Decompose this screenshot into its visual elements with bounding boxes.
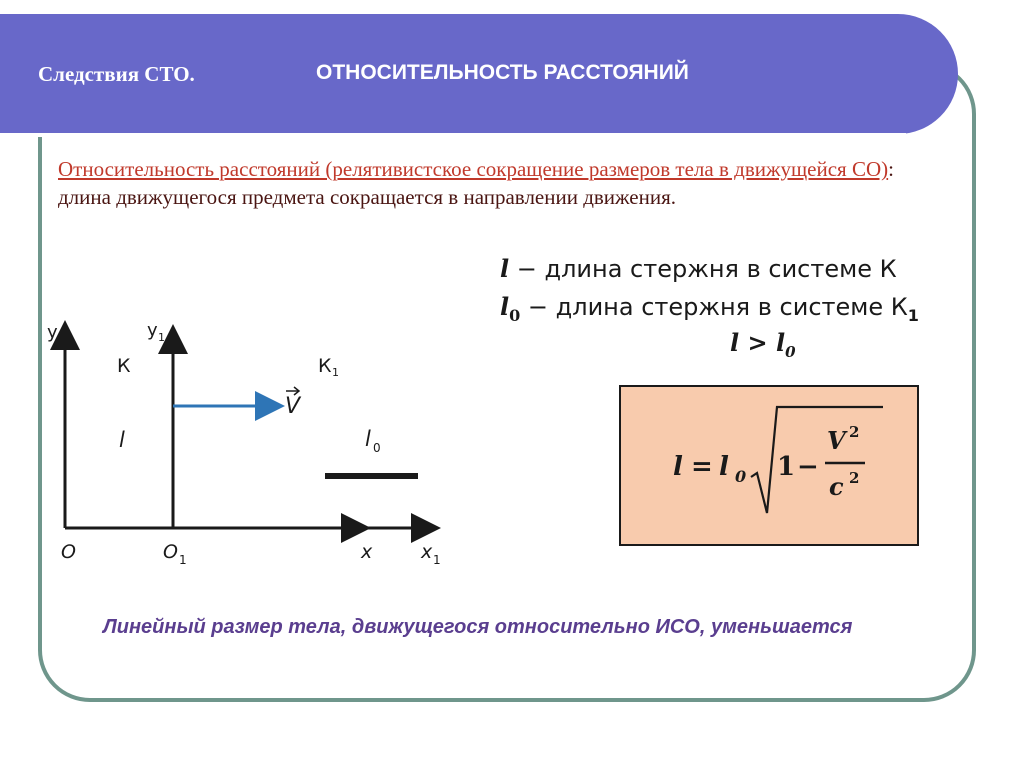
k1-sub: 1 [332,366,339,379]
formula-eq: = [691,452,713,482]
definition-body: : длина движущегося предмета сокращается в направлении движения. [58,157,894,209]
x1-label: x [421,541,433,563]
formula-svg [621,387,921,548]
legend-line-l [500,254,897,283]
formula-numerator-exp: 2 [849,423,860,441]
formula-denominator-exp: 2 [849,469,860,487]
y1-sub: 1 [158,331,165,344]
formula-l0-sub: 0 [735,467,747,486]
legend-text-l0-sub: 1 [907,305,919,325]
inequality: $l > l_0$ [730,328,796,361]
header-divider [0,133,906,137]
definition-highlight: Относительность расстояний (релятивистское сокращение размеров тела в движущейся СО) [58,157,889,181]
formula-numerator: V [827,426,846,455]
o1-sub: 1 [179,553,187,567]
definition-text [58,155,928,211]
legend-symbol-l: l [500,254,510,283]
l-label: l [119,428,125,452]
conclusion-text: Линейный размер тела, движущегося относительно ИСО, уменьшается [103,616,853,638]
o-label: O [61,541,76,563]
legend-text-l: − длина стержня в системе К [509,255,897,283]
y1-label: y [147,320,158,341]
k-label: К [117,355,131,377]
header-left-title: Следствия СТО. [38,62,195,86]
k1-label: К [318,355,332,377]
l0-label: l [365,427,371,451]
formula-lhs: l [673,452,683,482]
v-label: V [285,394,301,419]
l0-sub: 0 [373,441,381,455]
legend-line-l0 [500,292,919,325]
formula-box [619,385,919,546]
y-label: y [47,322,58,343]
x-label: x [361,541,373,563]
x1-sub: 1 [433,553,441,567]
legend-text-l0: − длина стержня в системе К [520,293,908,321]
header-right-title: ОТНОСИТЕЛЬНОСТЬ РАССТОЯНИЙ [316,61,689,84]
formula-l0: l [719,452,729,482]
formula-denominator: c [829,472,844,501]
coordinate-diagram [45,310,475,580]
formula-one: 1 [777,452,796,482]
o1-label: O [163,541,178,563]
formula-minus: − [797,452,819,482]
legend-symbol-l0: $l_0$ [500,292,521,325]
